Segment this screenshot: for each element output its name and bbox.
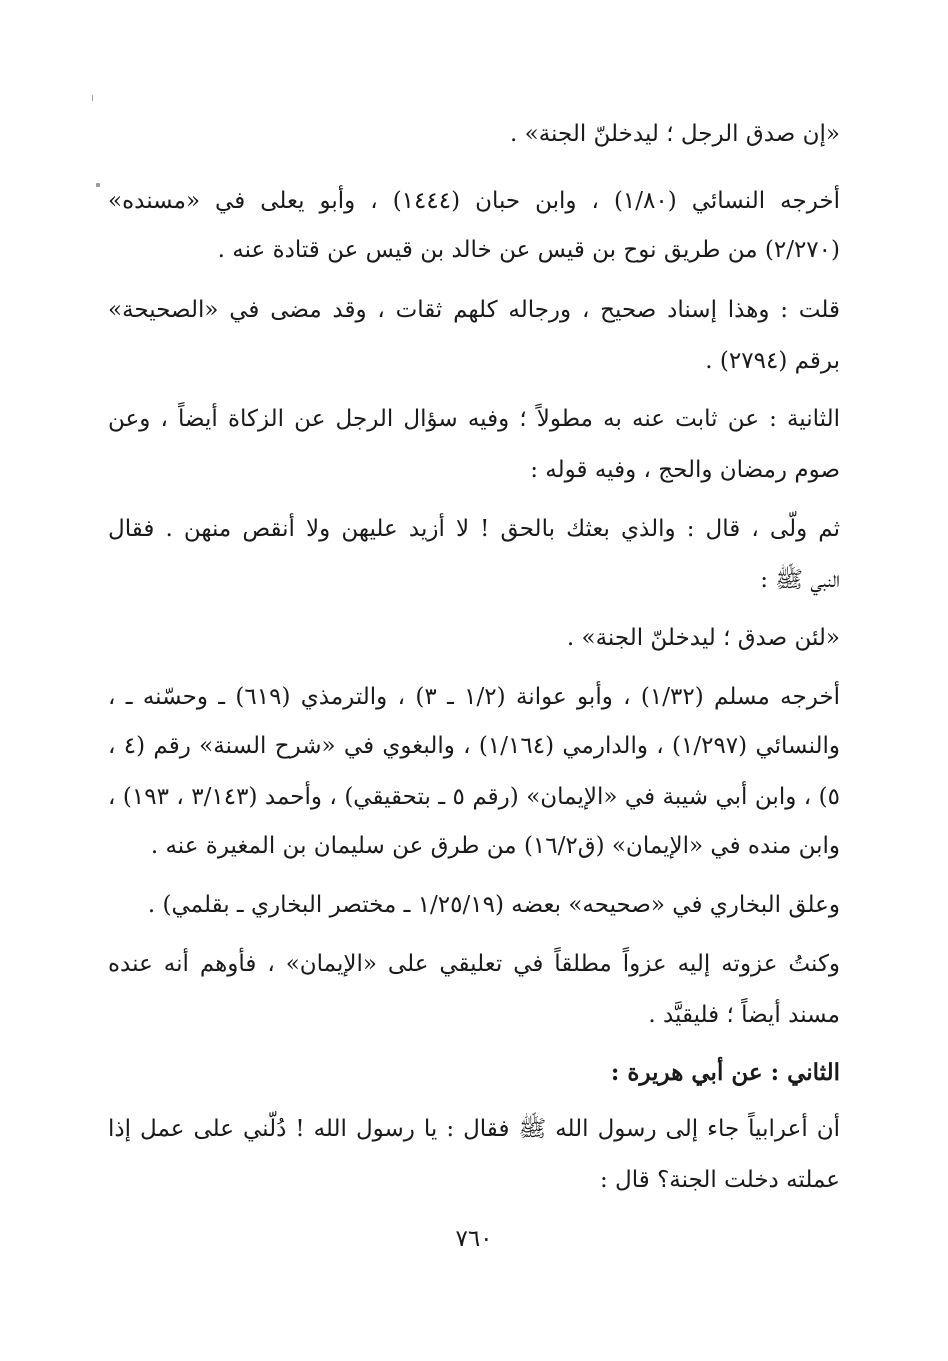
text-line-20: عملته دخلت الجنة؟ قال : xyxy=(600,1167,840,1193)
text-line-14: وابن منده في «الإيمان» (ق١٦/٢) من طرق عن سليمان بن المغيرة عنه . xyxy=(150,833,840,859)
scan-speck xyxy=(92,95,93,101)
text-line-1: «إن صدق الرجل ؛ ليدخلنّ الجنة» . xyxy=(510,121,840,147)
text-line-8: ثم ولّى ، قال : والذي بعثك بالحق ! لا أزيد عليهن ولا أنقص منهن . فقال xyxy=(108,516,840,542)
text-line-4: قلت : وهذا إسناد صحيح ، ورجاله كلهم ثقات ، وقد مضى في «الصحيحة» xyxy=(108,297,840,323)
text-line-12: والنسائي (١/٢٩٧) ، والدارمي (١/١٦٤) ، والبغوي في «شرح السنة» رقم (٤ ، xyxy=(108,733,841,759)
text-line-3: (٢/٢٧٠) من طريق نوح بن قيس عن خالد بن قيس عن قتادة عنه . xyxy=(217,237,840,263)
text-line-2: أخرجه النسائي (١/٨٠) ، وابن حبان (١٤٤٤) ، وأبو يعلى في «مسنده» xyxy=(108,188,840,214)
text-line-19: أن أعرابياً جاء إلى رسول الله ﷺ فقال : يا رسول الله ! دُلّني على عمل إذا xyxy=(108,1116,840,1142)
text-line-5: برقم (٢٧٩٤) . xyxy=(705,348,840,374)
text-line-7: صوم رمضان والحج ، وفيه قوله : xyxy=(530,457,840,483)
text-line-9: النبي ﷺ : xyxy=(760,567,840,593)
text-line-13: ٥) ، وابن أبي شيبة في «الإيمان» (رقم ٥ ـ بتحقيقي) ، وأحمد (٣/١٤٣ ، ١٩٣) ، xyxy=(108,784,840,810)
text-line-16: وكنتُ عزوته إليه عزواً مطلقاً في تعليقي على «الإيمان» ، فأوهم أنه عنده xyxy=(108,951,840,977)
section-heading: الثاني : عن أبي هريرة : xyxy=(610,1059,840,1086)
text-line-6: الثانية : عن ثابت عنه به مطولاً ؛ وفيه سؤال الرجل عن الزكاة أيضاً ، وعن xyxy=(108,406,840,432)
scan-speck xyxy=(96,183,100,187)
text-line-11: أخرجه مسلم (١/٣٢) ، وأبو عوانة (١/٢ ـ ٣) ، والترمذي (٦١٩) ـ وحسّنه ـ ، xyxy=(108,684,840,710)
text-line-15: وعلق البخاري في «صحيحه» بعضه (١/٢٥/١٩ ـ مختصر البخاري ـ بقلمي) . xyxy=(147,892,840,918)
text-line-17: مسند أيضاً ؛ فليقيَّد . xyxy=(648,1002,840,1028)
page-number: ٧٦٠ xyxy=(455,1226,493,1252)
text-line-10: «لئن صدق ؛ ليدخلنّ الجنة» . xyxy=(566,625,840,651)
